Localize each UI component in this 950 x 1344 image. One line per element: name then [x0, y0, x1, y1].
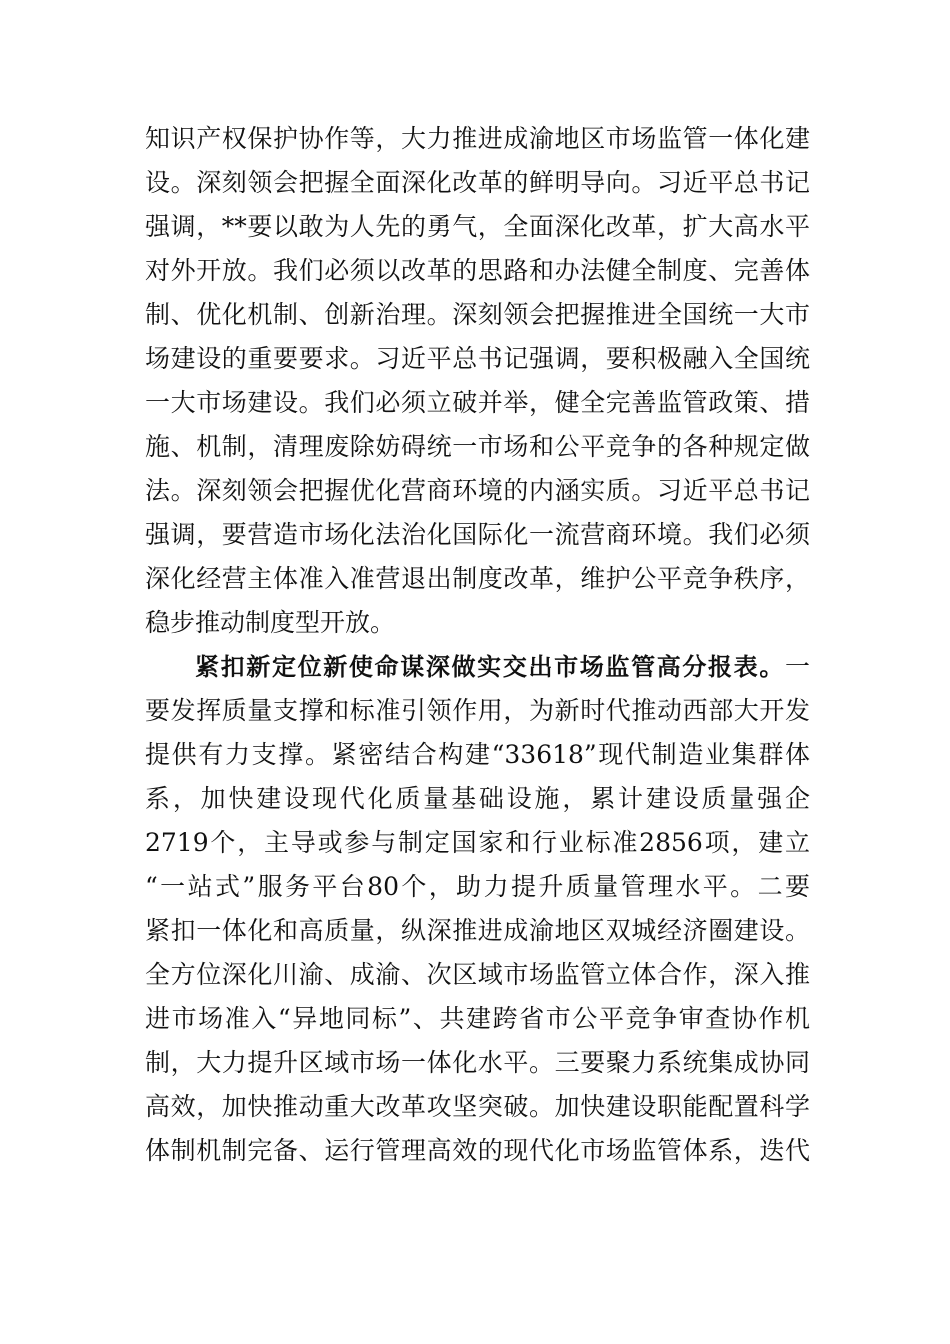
text-line: 制、优化机制、创新治理。深刻领会把握推进全国统一大市 — [145, 300, 810, 329]
heading-trailing-text: 一 — [784, 652, 810, 681]
text-line: 进市场准入“异地同标”、共建跨省市公平竞争审查协作机 — [145, 1004, 810, 1033]
text-line: 施、机制，清理废除妨碍统一市场和公平竞争的各种规定做 — [145, 432, 810, 461]
text-line: 系，加快建设现代化质量基础设施，累计建设质量强企 — [145, 784, 810, 813]
text-line: 知识产权保护协作等，大力推进成渝地区市场监管一体化建 — [145, 124, 810, 153]
text-line: 全方位深化川渝、成渝、次区域市场监管立体合作，深入推 — [145, 960, 810, 989]
text-line: 体制机制完备、运行管理高效的现代化市场监管体系，迭代 — [145, 1136, 810, 1165]
text-line: 稳步推动制度型开放。 — [145, 608, 396, 637]
text-line: 设。深刻领会把握全面深化改革的鲜明导向。习近平总书记 — [145, 168, 810, 197]
text-line: 高效，加快推动重大改革攻坚突破。加快建设职能配置科学 — [145, 1092, 810, 1121]
text-line: 制，大力提升区域市场一体化水平。三要聚力系统集成协同 — [145, 1048, 810, 1077]
text-line: 2719个，主导或参与制定国家和行业标准2856项，建立 — [145, 828, 810, 857]
text-line: 深化经营主体准入准营退出制度改革，维护公平竞争秩序， — [145, 564, 810, 593]
text-line: 一大市场建设。我们必须立破并举，健全完善监管政策、措 — [145, 388, 810, 417]
text-line: 强调，**要以敢为人先的勇气，全面深化改革，扩大高水平 — [145, 212, 810, 241]
text-line: 对外开放。我们必须以改革的思路和办法健全制度、完善体 — [145, 256, 810, 285]
paragraph-first-line — [195, 644, 810, 690]
text-line: 提供有力支撑。紧密结合构建“33618”现代制造业集群体 — [145, 740, 810, 769]
paragraph-heading: 紧扣新定位新使命谋深做实交出市场监管高分报表。 — [195, 653, 785, 681]
text-line: 要发挥质量支撑和标准引领作用，为新时代推动西部大开发 — [145, 696, 810, 725]
text-line: 场建设的重要要求。习近平总书记强调，要积极融入全国统 — [145, 344, 810, 373]
text-line: “一站式”服务平台80个，助力提升质量管理水平。二要 — [145, 872, 810, 901]
text-line: 强调，要营造市场化法治化国际化一流营商环境。我们必须 — [145, 520, 810, 549]
text-line: 法。深刻领会把握优化营商环境的内涵实质。习近平总书记 — [145, 476, 810, 505]
text-line: 紧扣一体化和高质量，纵深推进成渝地区双城经济圈建设。 — [145, 916, 810, 945]
